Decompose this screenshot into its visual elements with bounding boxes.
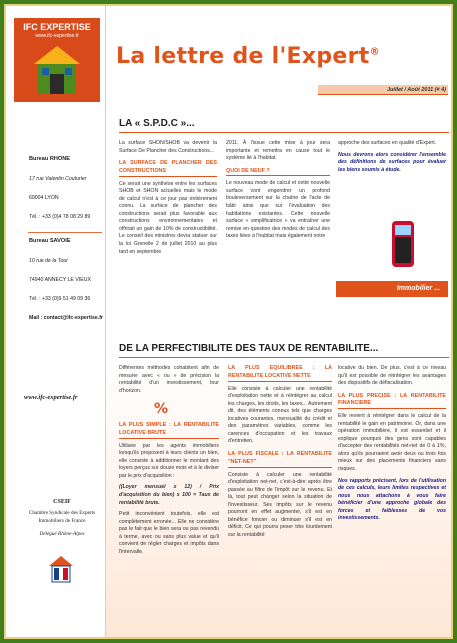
section2-col3-p1: locative du bien. De plus, c'est à ce niveau qu'il est possible de réintégrer les avantages des dispositifs de défiscalisation. (338, 365, 446, 387)
section1-col2-subtitle: QUOI DE NEUF ? (226, 168, 330, 177)
section2-col1 (119, 365, 219, 560)
section1-col1-p2: Ce serait une synthèse entre les surfaces SHOB et SHON actuelles mais le mode de calcul n'est à ce jour pas entièrement connu. La surface de plancher des constructions serait plus favorable aux constructions environnementales et offrirait un gain de 10% de constructibilité. Le conseil des ministres devra statuer sur la loi Grenelle 2 de juillet 2010 au plus tard en septembre (119, 180, 217, 255)
cseif-line1: Chambre Syndicale des Experts (28, 510, 96, 517)
bureau-rhone-address: 17 rue Valentin Couturier (29, 175, 87, 182)
section2-col2-subtitle1: LA PLUS EQUILIBREE : LA RENTABILITE LOCATIVE NETTE (228, 365, 332, 382)
bureau-savoie-address: 10 rue de la Tour (29, 257, 69, 264)
logo-title: IFC EXPERTISE (23, 22, 91, 32)
cseif-seal-icon (46, 554, 76, 584)
house-logo-icon (30, 42, 84, 96)
section2-col3-subtitle: LA PLUS PRECISE : LA RENTABILITE FINANCIERE (338, 393, 446, 410)
section1-col1 (119, 140, 217, 260)
section1-divider (119, 132, 449, 133)
contact-mail-link[interactable]: Mail : contact@ifc-expertise.fr (29, 314, 103, 321)
immobilier-badge: Immobilier ... (336, 281, 448, 297)
section2-title: DE LA PERFECTIBILITE DES TAUX DE RENTABILITE... (119, 343, 379, 354)
section1-col3-p2: Nous devrons alors considérer l'ensemble des définitions de surfaces pour évaluer les biens soumis à étude. (338, 151, 446, 173)
cseif-block (22, 498, 102, 538)
section1-col3 (338, 140, 446, 178)
cseif-title: CSEIF (53, 499, 71, 505)
cseif-line2: Immobiliers de France (38, 517, 86, 524)
percent-spacer (119, 399, 219, 417)
section2-col1-p1: Différentes méthodes cohabitent afin de mesurer avec « ou » de précision la rentabilité d'un investissement, tour d'horizon. (119, 365, 219, 394)
section2-col3 (338, 365, 446, 527)
logo-subtitle: www.ifc-expertise.fr (35, 33, 79, 39)
cseif-delegate: Délégué Rhône-Alpes (39, 530, 85, 537)
sidebar (6, 6, 106, 637)
bureau-savoie-city: 74940 ANNECY LE VIEUX (29, 276, 91, 283)
registered-mark: ® (369, 46, 380, 58)
bureau-rhone-phone: Tél. : +33 (0)4 78 08 29 89 (29, 213, 91, 220)
section2-col1-p3: Petit inconvénient toutefois, elle est complètement erronée... Elle ne considère pas le fait que le bien sera ou pas revendu à terme, avec ou sans plus value et qu'il convient de régler charges et impôts dans l'intervalle. (119, 511, 219, 555)
bureau-rhone (29, 156, 107, 221)
section1-col1-subtitle: LA SURFACE DE PLANCHER DES CONSTRUCTIONS (119, 160, 217, 177)
section1-col1-p1: La surface SHON/SHOB va devenir la Surface De Plancher des Constructions... (119, 140, 217, 154)
page-title (116, 44, 380, 69)
section2-formula: ((Loyer mensuel x 12) / Prix d'acquisition du bien) x 100 = Taux de rentabilité brute. (119, 484, 219, 506)
section2-divider (119, 357, 449, 358)
divider (28, 232, 102, 233)
bureau-rhone-city: 69004 LYON (29, 194, 59, 201)
section2-col3-p3: Nos rapports précisent, lors de l'utilisation de ces calculs, leurs limites respectives et nous nous attachons à vous faire bénéficier d'une approche globale des forces et faiblesses de vos investissements. (338, 477, 446, 522)
bureau-savoie-title: Bureau SAVOIE (29, 238, 71, 244)
section1-title: LA « S.P.D.C »... (119, 118, 195, 129)
issue-date: Juillet / Août 2011 (# 4) (318, 85, 448, 95)
percent-icon: % (154, 401, 169, 417)
website-link[interactable]: www.ifc-expertise.fr (24, 394, 78, 401)
section2-col1-p2: Utilisée par les agents immobiliers lorsqu'ils proposent à leurs clients un bien, elle consiste à additionner le montant des loyers perçus sur douze mois et à le diviser par le prix d'acquisition : (119, 442, 219, 479)
page-title-text: La lettre de l'Expert (116, 44, 370, 69)
bureau-savoie-phone: Tél. : +33 (0)9 51 49 09 36 (29, 295, 91, 302)
section2-col2-p2: Consiste à calculer une rentabilité d'exploitation net-net, c'est-à-dire après être passée au filtre de l'impôt sur le revenu. Et là, tout peut changer selon la situation de l'investisseur. Ses impôts sur le revenu pourront en effet augmenter, s'il est en bénéfice foncier ou diminuer s'il est en déficit. Ce qui pourra peser très lourdement sur la rentabilité (228, 471, 332, 538)
bureau-savoie (29, 238, 107, 322)
section1-col2-p2: Le nouveau mode de calcul et cette nouvelle surface vont engendrer un profond bouleversement sur la chaîne de l'acte de bâtir ainsi que sur l'évaluation des habitations existantes. Cette nouvelle surface « simplificatrice » va entraîner une remise en question des modes de calcul des taxes liées à l'habitat mais également notre (226, 180, 330, 240)
section1-col2-p1: 2011. À l'issue cette mise à jour sera importante et remettra en cause tout le système lié à l'habitat. (226, 140, 330, 162)
section1-col2 (226, 140, 330, 245)
section2-col1-subtitle: LA PLUS SIMPLE : LA RENTABILITE LOCATIVE BRUTE (119, 422, 219, 439)
section2-col2 (228, 365, 332, 543)
section1-col3-p1: approche des surfaces en qualité d'Expert. (338, 140, 437, 146)
newsletter-page (4, 4, 453, 639)
section2-col3-p2: Elle revient à réintégrer dans le calcul de la rentabilité le gain en patrimoine. Or, dans une opération immobilière, il est essentiel et il explique pourquoi des gens sont capables d'accepter des rentabilités net-net de 0 à 1%, alors qu'ils pourraient avoir deux ou trois fois mieux sur des placements financiers sans risques. (338, 413, 446, 472)
section2-col2-p1: Elle consiste à calculer une rentabilité d'exploitation nette et à réintégrer au calcul les charges, les droits, les taxes... Autrement dit, des éléments connus tels que charges locatives courantes, mensualité du crédit et des paramètres variables, comme les carences d'occupation et les travaux d'entretien. (228, 385, 332, 445)
section2-col2-subtitle2: LA PLUS FISCALE : LA RENTABILITE "NET-NET" (228, 451, 332, 468)
laser-meter-icon (388, 219, 418, 269)
bureau-rhone-title: Bureau RHONE (29, 156, 71, 162)
